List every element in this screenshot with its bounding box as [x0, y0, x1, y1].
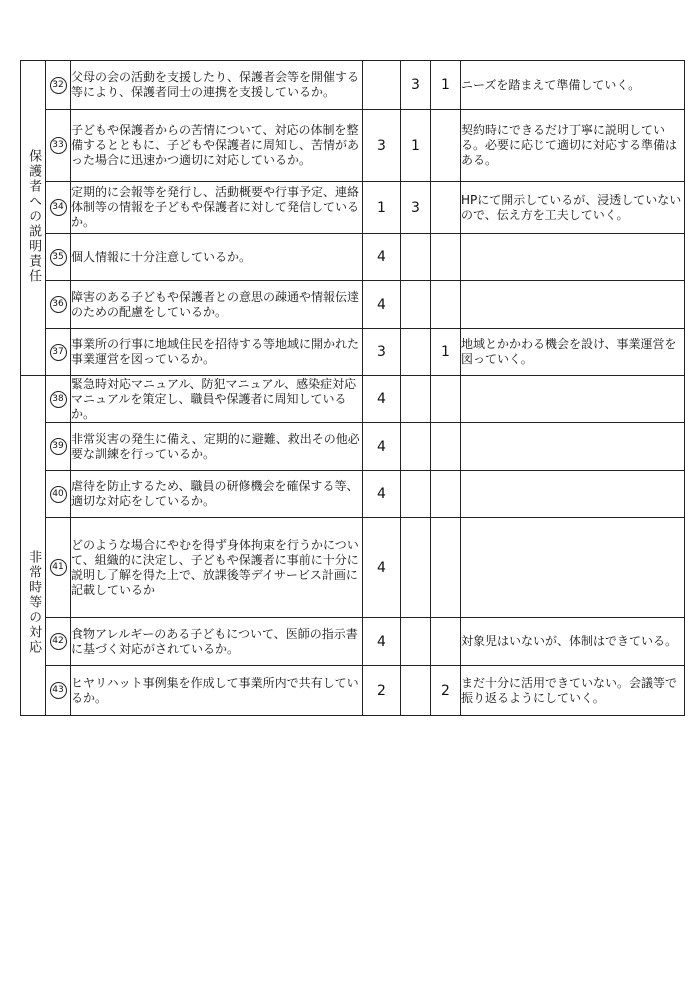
score-col1: 2 [363, 666, 401, 716]
score-col1: 4 [363, 423, 401, 471]
score-col1: 4 [363, 518, 401, 618]
score-col2 [401, 618, 431, 666]
table-row [21, 376, 685, 423]
category-label: 保護者への説明責任 [26, 148, 42, 284]
score-col3 [431, 471, 461, 518]
item-number: 35 [50, 249, 67, 266]
comment-text: 地域とかかわる機会を設け、事業運営を図っていく。 [461, 329, 685, 376]
table-row [21, 281, 685, 329]
comment-text: ニーズを踏まえて準備していく。 [461, 61, 685, 110]
score-col2 [401, 234, 431, 281]
table-row [21, 182, 685, 234]
question-text: 個人情報に十分注意しているか。 [71, 234, 363, 281]
score-col1: 1 [363, 182, 401, 234]
table-row [21, 618, 685, 666]
item-number: 36 [50, 296, 67, 313]
score-col1: 4 [363, 376, 401, 423]
score-col3 [431, 182, 461, 234]
score-col2 [401, 329, 431, 376]
score-col3: 1 [431, 61, 461, 110]
score-col2 [401, 518, 431, 618]
question-text: 非常災害の発生に備え、定期的に避難、救出その他必要な訓練を行っているか。 [71, 423, 363, 471]
question-text: 子どもや保護者からの苦情について、対応の体制を整備するとともに、子どもや保護者に周知し、苦情があった場合に迅速かつ適切に対応しているか。 [71, 110, 363, 182]
table-row [21, 518, 685, 618]
score-col3 [431, 518, 461, 618]
evaluation-table [20, 60, 685, 716]
comment-text: 契約時にできるだけ丁寧に説明している。必要に応じて適切に対応する準備はある。 [461, 110, 685, 182]
score-col1: 4 [363, 471, 401, 518]
score-col1: 3 [363, 329, 401, 376]
score-col3 [431, 618, 461, 666]
score-col3 [431, 234, 461, 281]
score-col1: 4 [363, 234, 401, 281]
score-col2 [401, 666, 431, 716]
score-col2 [401, 376, 431, 423]
item-number: 32 [50, 77, 67, 94]
table-row [21, 666, 685, 716]
category-guardian-cell [21, 61, 46, 376]
score-col2 [401, 471, 431, 518]
score-col3: 2 [431, 666, 461, 716]
category-emergency-cell [21, 376, 46, 716]
score-col3 [431, 423, 461, 471]
item-number: 37 [50, 344, 67, 361]
table-row [21, 110, 685, 182]
score-col2: 3 [401, 182, 431, 234]
comment-text [461, 376, 685, 423]
table-row [21, 61, 685, 110]
comment-text: 対象児はいないが、体制はできている。 [461, 618, 685, 666]
item-number: 43 [50, 682, 67, 699]
question-text: ヒヤリハット事例集を作成して事業所内で共有しているか。 [71, 666, 363, 716]
table-row [21, 423, 685, 471]
score-col1: 4 [363, 281, 401, 329]
item-number: 42 [50, 633, 67, 650]
score-col3 [431, 281, 461, 329]
score-col2: 1 [401, 110, 431, 182]
score-col2: 3 [401, 61, 431, 110]
category-label: 非常時等の対応 [26, 550, 42, 655]
item-number: 38 [50, 391, 67, 408]
score-col1: 4 [363, 618, 401, 666]
item-number: 34 [50, 199, 67, 216]
question-text: 父母の会の活動を支援したり、保護者会等を開催する等により、保護者同士の連携を支援しているか。 [71, 61, 363, 110]
comment-text: まだ十分に活用できていない。会議等で振り返るようにしていく。 [461, 666, 685, 716]
question-text: 事業所の行事に地域住民を招待する等地域に開かれた事業運営を図っているか。 [71, 329, 363, 376]
comment-text [461, 471, 685, 518]
score-col3 [431, 376, 461, 423]
score-col1 [363, 61, 401, 110]
question-text: 障害のある子どもや保護者との意思の疎通や情報伝達のための配慮をしているか。 [71, 281, 363, 329]
question-text: 虐待を防止するため、職員の研修機会を確保する等、適切な対応をしているか。 [71, 471, 363, 518]
item-number: 41 [50, 559, 67, 576]
score-col1: 3 [363, 110, 401, 182]
question-text: 食物アレルギーのある子どもについて、医師の指示書に基づく対応がされているか。 [71, 618, 363, 666]
question-text: 緊急時対応マニュアル、防犯マニュアル、感染症対応マニュアルを策定し、職員や保護者に周知しているか。 [71, 376, 363, 423]
comment-text [461, 234, 685, 281]
score-col3: 1 [431, 329, 461, 376]
question-text: どのような場合にやむを得ず身体拘束を行うかについて、組織的に決定し、子どもや保護者に事前に十分に説明し了解を得た上で、放課後等デイサービス計画に記載しているか [71, 518, 363, 618]
item-number: 33 [50, 137, 67, 154]
score-col3 [431, 110, 461, 182]
item-number: 40 [50, 486, 67, 503]
score-col2 [401, 423, 431, 471]
comment-text [461, 281, 685, 329]
table-row [21, 329, 685, 376]
table-row [21, 234, 685, 281]
comment-text: HPにて開示しているが、浸透していないので、伝え方を工夫していく。 [461, 182, 685, 234]
comment-text [461, 423, 685, 471]
item-number: 39 [50, 438, 67, 455]
score-col2 [401, 281, 431, 329]
question-text: 定期的に会報等を発行し、活動概要や行事予定、連絡体制等の情報を子どもや保護者に対して発信しているか。 [71, 182, 363, 234]
comment-text [461, 518, 685, 618]
table-row [21, 471, 685, 518]
